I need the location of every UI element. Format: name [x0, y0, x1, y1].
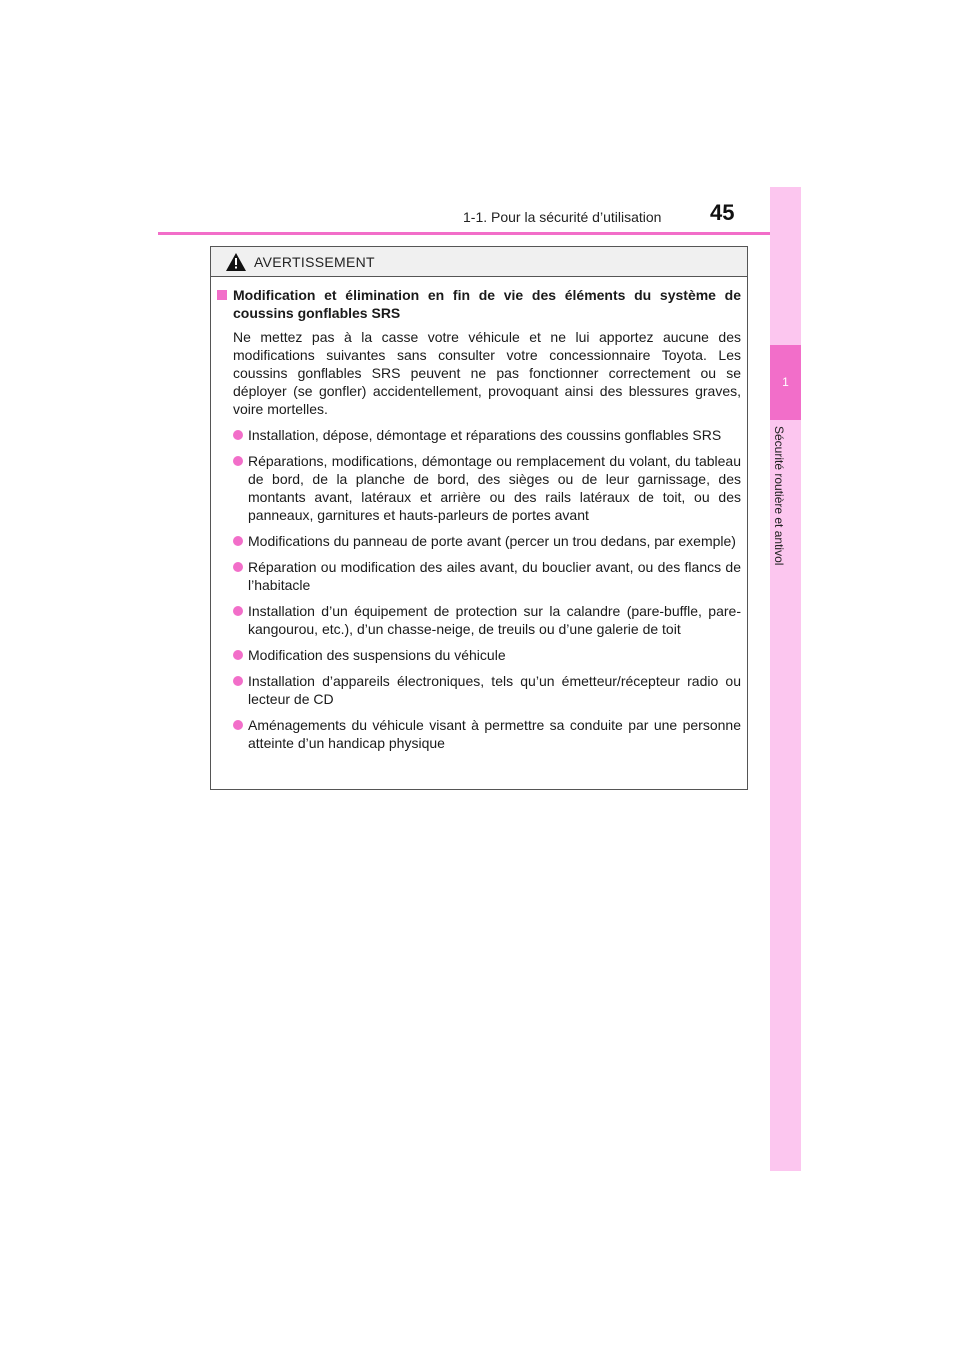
- section-heading-text: Modification et élimination en fin de vie des éléments du système de coussins gonflables SRS: [233, 287, 741, 321]
- page-number: 45: [710, 200, 735, 225]
- section-title: 1-1. Pour la sécurité d’utilisation: [463, 209, 662, 225]
- round-bullet-icon: [233, 430, 243, 440]
- warning-label: AVERTISSEMENT: [254, 253, 375, 270]
- square-bullet-icon: [217, 290, 227, 300]
- round-bullet-icon: [233, 720, 243, 730]
- round-bullet-icon: [233, 650, 243, 660]
- intro-paragraph: Ne mettez pas à la casse votre véhicule et ne lui apportez aucune des modifications suivantes sans consulter votre concessionnaire Toyota. Les coussins gonflables SRS peuvent ne pas fonctionner correctement ou se déployer (se gonfler) accidentellement, provoquant ainsi des blessures graves, voire mortelles.: [233, 329, 741, 417]
- round-bullet-icon: [233, 562, 243, 572]
- list-item: [233, 426, 741, 444]
- list-item: [233, 558, 741, 594]
- chapter-title: Sécurité routière et antivol: [772, 426, 786, 566]
- warning-header: [211, 247, 747, 277]
- list-item-text: Installation, dépose, démontage et réparations des coussins gonflables SRS: [248, 427, 722, 443]
- list-item: [233, 646, 741, 664]
- round-bullet-icon: [233, 536, 243, 546]
- list-item-text: Modifications du panneau de porte avant (percer un trou dedans, par exemple): [248, 533, 736, 549]
- chapter-number-marker: 1: [770, 345, 801, 420]
- warning-box: [210, 246, 748, 790]
- round-bullet-icon: [233, 606, 243, 616]
- modification-list: [217, 426, 741, 752]
- warning-body: [211, 277, 747, 752]
- warning-triangle-icon: [226, 253, 246, 271]
- list-item: [233, 602, 741, 638]
- list-item-text: Réparation ou modification des ailes avant, du bouclier avant, ou des flancs de l’habitacle: [248, 559, 741, 593]
- header-divider: [158, 232, 800, 235]
- list-item-text: Modification des suspensions du véhicule: [248, 647, 506, 663]
- list-item: [233, 672, 741, 708]
- list-item: [233, 532, 741, 550]
- round-bullet-icon: [233, 456, 243, 466]
- round-bullet-icon: [233, 676, 243, 686]
- list-item: [233, 716, 741, 752]
- chapter-side-tab: [770, 187, 801, 1171]
- list-item-text: Installation d’appareils électroniques, tels qu’un émetteur/récepteur radio ou lecteur de CD: [248, 673, 741, 707]
- section-heading: [217, 286, 741, 322]
- list-item: [233, 452, 741, 524]
- list-item-text: Installation d’un équipement de protection sur la calandre (pare-buffle, pare-kangourou, etc.), d’un chasse-neige, de treuils ou d’une galerie de toit: [248, 603, 741, 637]
- list-item-text: Réparations, modifications, démontage ou remplacement du volant, du tableau de bord, de la planche de bord, des sièges ou de leur garnissage, des montants avant, latéraux et arrière ou des rails latéraux de toit, ou des panneaux, garnitures et hauts-parleurs de portes avant: [248, 453, 741, 523]
- list-item-text: Aménagements du véhicule visant à permettre sa conduite par une personne atteinte d’un handicap physique: [248, 717, 741, 751]
